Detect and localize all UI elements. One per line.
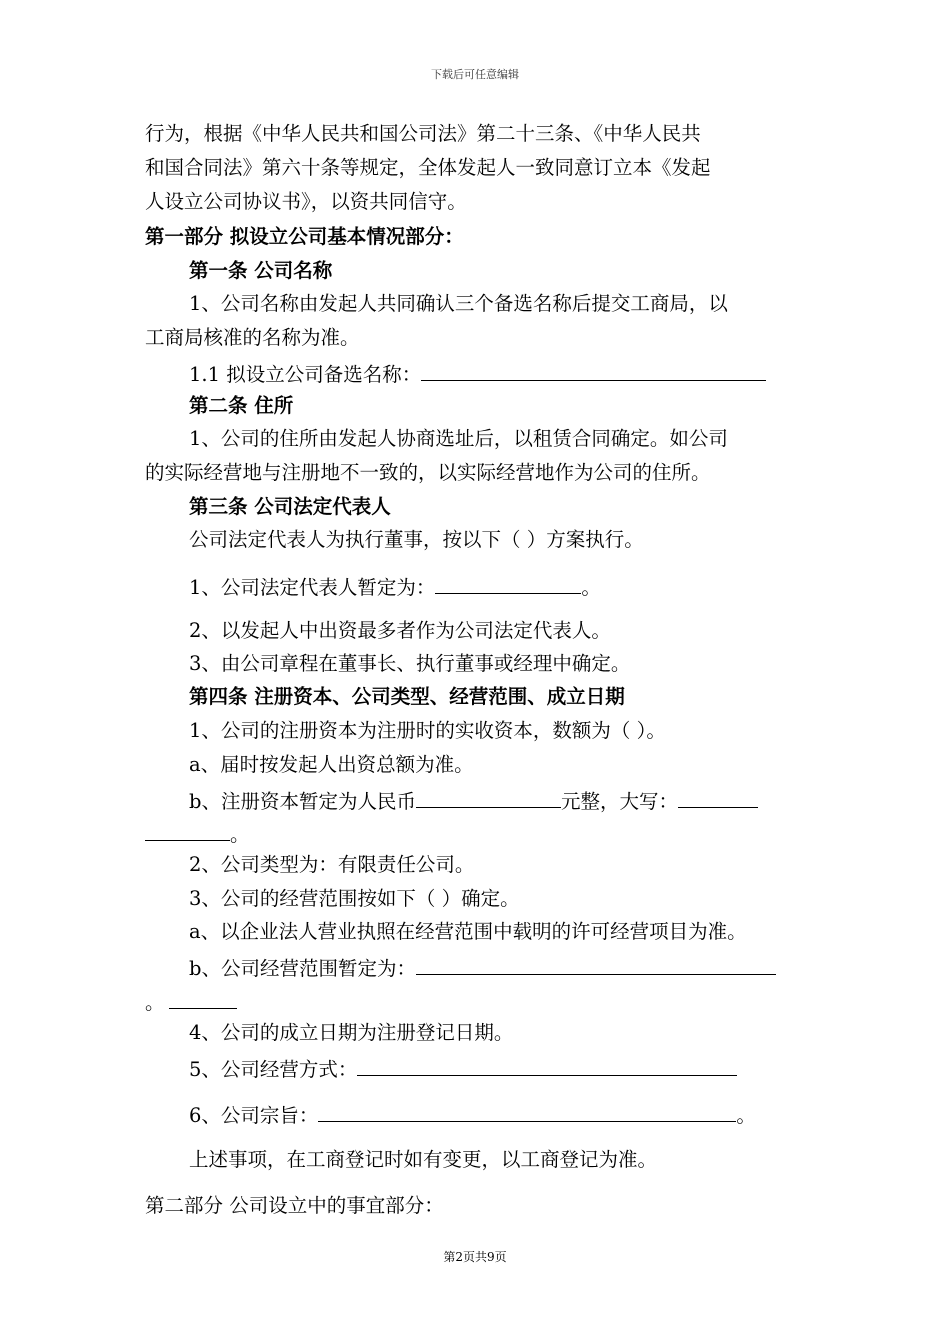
blank-field[interactable] <box>421 362 766 381</box>
paragraph-line: 的实际经营地与注册地不一致的，以实际经营地作为公司的住所。 <box>145 461 711 484</box>
business-scope-label: b、公司经营范围暂定为： <box>189 957 416 980</box>
punctuation: 。 <box>145 991 165 1014</box>
capital-uppercase-label: 元整，大写： <box>560 790 678 813</box>
paragraph-line: 3、公司的经营范围按如下（ ）确定。 <box>189 887 520 910</box>
blank-field[interactable] <box>678 789 758 808</box>
legal-rep-label: 1、公司法定代表人暂定为： <box>189 576 436 599</box>
paragraph-line <box>189 789 758 812</box>
blank-field[interactable] <box>357 1057 737 1076</box>
article-heading: 第四条 注册资本、公司类型、经营范围、成立日期 <box>189 685 625 708</box>
blank-field[interactable] <box>169 990 237 1009</box>
punctuation: 。 <box>230 823 250 846</box>
paragraph-line: 行为，根据《中华人民共和国公司法》第二十三条、《中华人民共 <box>145 122 701 145</box>
paragraph-line <box>145 822 250 845</box>
candidate-name-label: 1.1 拟设立公司备选名称： <box>189 363 422 386</box>
part-heading: 第二部分 公司设立中的事宜部分： <box>145 1194 444 1217</box>
article-heading: 第三条 公司法定代表人 <box>189 495 391 518</box>
page-footer: 第2页共9页 <box>443 1250 507 1264</box>
paragraph-line <box>189 1057 737 1080</box>
paragraph-line: 2、以发起人中出资最多者作为公司法定代表人。 <box>189 619 611 642</box>
blank-field[interactable] <box>145 822 230 841</box>
company-purpose-label: 6、公司宗旨： <box>189 1104 319 1127</box>
blank-field[interactable] <box>416 956 776 975</box>
paragraph-line: 和国合同法》第六十条等规定，全体发起人一致同意订立本《发起 <box>145 156 711 179</box>
paragraph-line: 4、公司的成立日期为注册登记日期。 <box>189 1021 514 1044</box>
paragraph-line <box>189 956 776 979</box>
article-heading: 第一条 公司名称 <box>189 259 333 282</box>
paragraph-line: 1、公司名称由发起人共同确认三个备选名称后提交工商局，以 <box>189 292 728 315</box>
capital-label: b、注册资本暂定为人民币 <box>189 790 416 813</box>
paragraph-line: 2、公司类型为：有限责任公司。 <box>189 853 475 876</box>
paragraph-line <box>189 575 601 598</box>
article-heading: 第二条 住所 <box>189 394 294 417</box>
punctuation: 。 <box>736 1104 756 1127</box>
paragraph-line: 上述事项，在工商登记时如有变更，以工商登记为准。 <box>189 1148 658 1171</box>
punctuation: 。 <box>581 576 601 599</box>
paragraph-line: 工商局核准的名称为准。 <box>145 326 360 349</box>
paragraph-line <box>189 1103 756 1126</box>
paragraph-line: 公司法定代表人为执行董事，按以下（ ）方案执行。 <box>189 528 644 551</box>
paragraph-line: 1、公司的住所由发起人协商选址后，以租赁合同确定。如公司 <box>189 427 728 450</box>
part-heading: 第一部分 拟设立公司基本情况部分： <box>145 225 464 248</box>
blank-field[interactable] <box>318 1103 736 1122</box>
paragraph-line: a、以企业法人营业执照在经营范围中载明的许可经营项目为准。 <box>189 920 747 943</box>
paragraph-line: 1、公司的注册资本为注册时的实收资本，数额为（ ）。 <box>189 719 666 742</box>
paragraph-line <box>189 362 766 385</box>
paragraph-line: 人设立公司协议书》，以资共同信守。 <box>145 190 467 213</box>
paragraph-line: 3、由公司章程在董事长、执行董事或经理中确定。 <box>189 652 631 675</box>
paragraph-line <box>145 990 237 1013</box>
blank-field[interactable] <box>435 575 581 594</box>
business-mode-label: 5、公司经营方式： <box>189 1058 358 1081</box>
page-header: 下载后可任意编辑 <box>431 68 519 81</box>
blank-field[interactable] <box>416 789 561 808</box>
paragraph-line: a、届时按发起人出资总额为准。 <box>189 753 474 776</box>
